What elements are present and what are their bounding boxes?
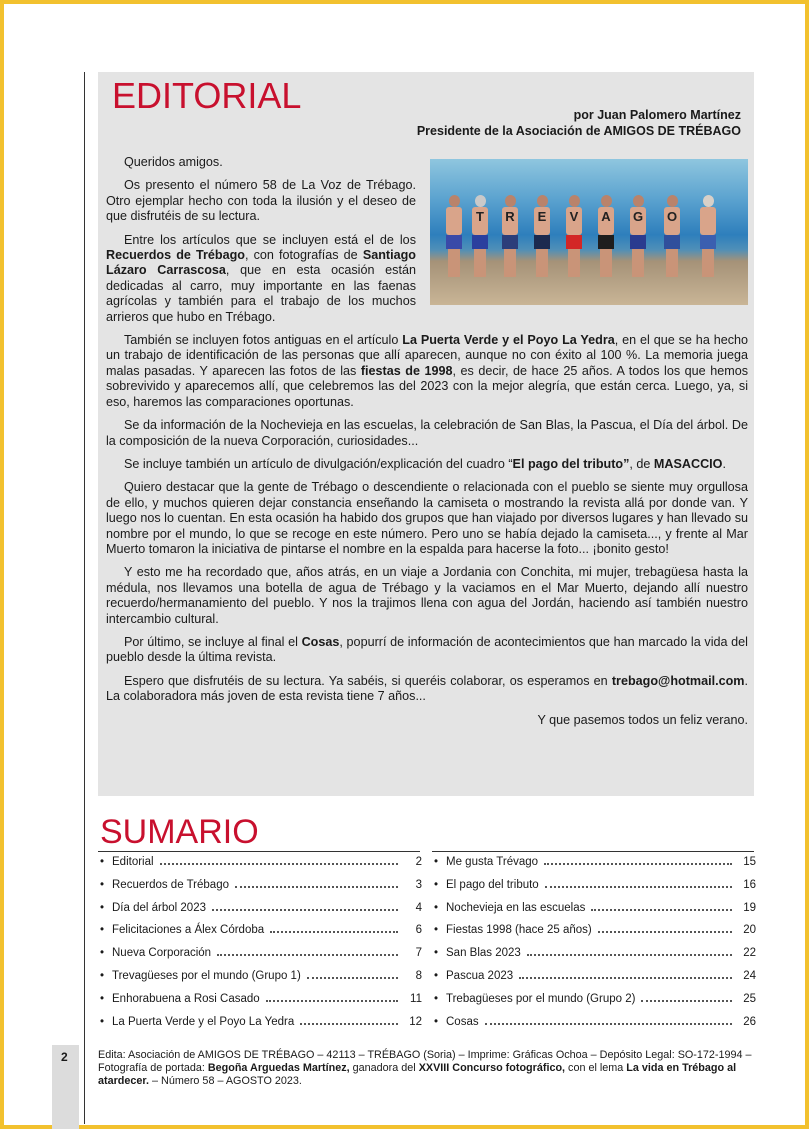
toc-entry[interactable]: • Trebagüeses por el mundo (Grupo 2) 25 — [434, 992, 756, 1005]
photo-letter: R — [505, 209, 515, 224]
sumario-rule-left — [98, 851, 420, 852]
sumario-rule-right — [432, 851, 754, 852]
paragraph: Entre los artículos que se incluyen está el de los Recuerdos de Trébago, con fotografías de Santiago Lázaro Carrascosa, que en esta ocasión están dedicadas al carro, muy importante en las faenas agrícolas y también para el trabajo de los muchos arrieros que hubo en Trébago. — [106, 232, 416, 324]
toc-entry[interactable]: • Día del árbol 2023 4 — [100, 901, 422, 914]
toc-left — [100, 856, 422, 1038]
photo-letter: T — [476, 209, 484, 224]
photo-letter: O — [666, 209, 678, 224]
photo-letter: A — [601, 209, 611, 224]
toc-entry[interactable]: • Editorial 2 — [100, 856, 422, 868]
photo-letter: G — [632, 209, 644, 224]
toc-entry[interactable]: • Nochevieja en las escuelas 19 — [434, 901, 756, 914]
paragraph: Quiero destacar que la gente de Trébago o descendiente o relacionada con el pueblo se siente muy orgullosa de ello, y muchos quieren dejar constancia enseñando la camiseta o mostrando la revista allá por donde van. Y luego nos lo cuentan. En esta ocasión ha habido dos grupos que han viajado por diversos lugares y han llevado su nombre por el mundo, lo que se recoge en este número. Pero uno se había dejado la camiseta..., y frente al Mar Muerto tomaron la iniciativa de pintarse el nombre en la espalda para hacerse la foto... ¡bonito gesto! — [106, 480, 748, 556]
paragraph: Por último, se incluye al final el Cosas, popurrí de información de acontecimientos que han marcado la vida del pueblo desde la última revista. — [106, 634, 748, 665]
paragraph: Os presento el número 58 de La Voz de Trébago. Otro ejemplar hecho con toda la ilusión y el deseo de que disfrutéis de su lectura. — [106, 178, 416, 224]
toc-entry[interactable]: • Felicitaciones a Álex Córdoba 6 — [100, 924, 422, 937]
closing-line: Y que pasemos todos un feliz verano. — [537, 712, 748, 727]
email-link[interactable]: trebago@hotmail.com — [611, 673, 745, 688]
sumario-title: SUMARIO — [100, 813, 259, 851]
margin-rule — [84, 72, 85, 1124]
toc-entry[interactable]: • Cosas 26 — [434, 1015, 756, 1028]
toc-entry[interactable]: • San Blas 2023 22 — [434, 947, 756, 960]
photo-letter: V — [569, 209, 579, 224]
toc-right — [434, 856, 756, 1038]
group-photo — [430, 159, 748, 305]
editorial-body — [106, 155, 748, 736]
byline — [417, 107, 741, 140]
paragraph: Espero que disfrutéis de su lectura. Ya sabéis, si queréis colaborar, os esperamos en trebago@hotmail.com. La colaboradora más joven de esta revista tiene 7 años... — [106, 673, 748, 704]
toc-entry[interactable]: • Pascua 2023 24 — [434, 969, 756, 982]
editorial-title: EDITORIAL — [112, 75, 302, 116]
page-number: 2 — [61, 1050, 68, 1064]
paragraph: Se incluye también un artículo de divulgación/explicación del cuadro “El pago del tributo”, de MASACCIO. — [124, 456, 726, 471]
toc-entry[interactable]: • Fiestas 1998 (hace 25 años) 20 — [434, 924, 756, 937]
colophon: Edita: Asociación de AMIGOS DE TRÉBAGO – 42113 – TRÉBAGO (Soria) – Imprime: Gráficas Ochoa – Depósito Legal: SO-172-1994 – Fotografía de portada: Begoña Arguedas Martínez, ganadora del XXVIII Concurso fotográfico, con el lema La vida en Trébago al atardecer. – Número 58 – AGOSTO 2023. — [98, 1049, 752, 1087]
toc-entry[interactable]: • Me gusta Trévago 15 — [434, 856, 756, 868]
toc-entry[interactable]: • Trevagüeses por el mundo (Grupo 1) 8 — [100, 969, 422, 982]
paragraph: También se incluyen fotos antiguas en el artículo La Puerta Verde y el Poyo La Yedra, en el que se ha hecho un trabajo de identificación de las personas que allí aparecen, aunque no con éxito al 100 %. La memoria juega malas pasadas. Y aparecen las fotos de las fiestas de 1998, es decir, de hace 25 años. A todos los que hemos sobrevivido y aparecemos allí, que celebremos las del 2023 con la mejor alegría, que están cerca. Luego, ya, si eso, haremos las comparaciones oportunas. — [106, 333, 749, 409]
toc-entry[interactable]: • Enhorabuena a Rosi Casado 11 — [100, 992, 422, 1005]
toc-entry[interactable]: • Nueva Corporación 7 — [100, 947, 422, 960]
toc-entry[interactable]: • Recuerdos de Trébago 3 — [100, 878, 422, 891]
paragraph: Se da información de la Nochevieja en las escuelas, la celebración de San Blas, la Pascua, el Día del árbol. De la composición de la nueva Corporación, curiosidades... — [106, 418, 748, 448]
paragraph: Y esto me ha recordado que, años atrás, en un viaje a Jordania con Conchita, mi mujer, trebagüesa hasta la médula, nos llevamos una botella de agua de Trébago y la vaciamos en el Mar Muerto, dejando allí nuestro recuerdo/hermanamiento del pueblo. Y nos la trajimos llena con agua del Jordán, haciendo así también nuestro intercambio cultural. — [106, 565, 748, 626]
toc-entry[interactable]: • El pago del tributo 16 — [434, 878, 756, 891]
toc-entry[interactable]: • La Puerta Verde y el Poyo La Yedra 12 — [100, 1015, 422, 1028]
photo-letter: E — [537, 209, 547, 224]
paragraph: Queridos amigos. — [124, 155, 223, 169]
byline-author: por Juan Palomero Martínez — [573, 108, 741, 122]
byline-role: Presidente de la Asociación de AMIGOS DE TRÉBAGO — [416, 124, 741, 139]
